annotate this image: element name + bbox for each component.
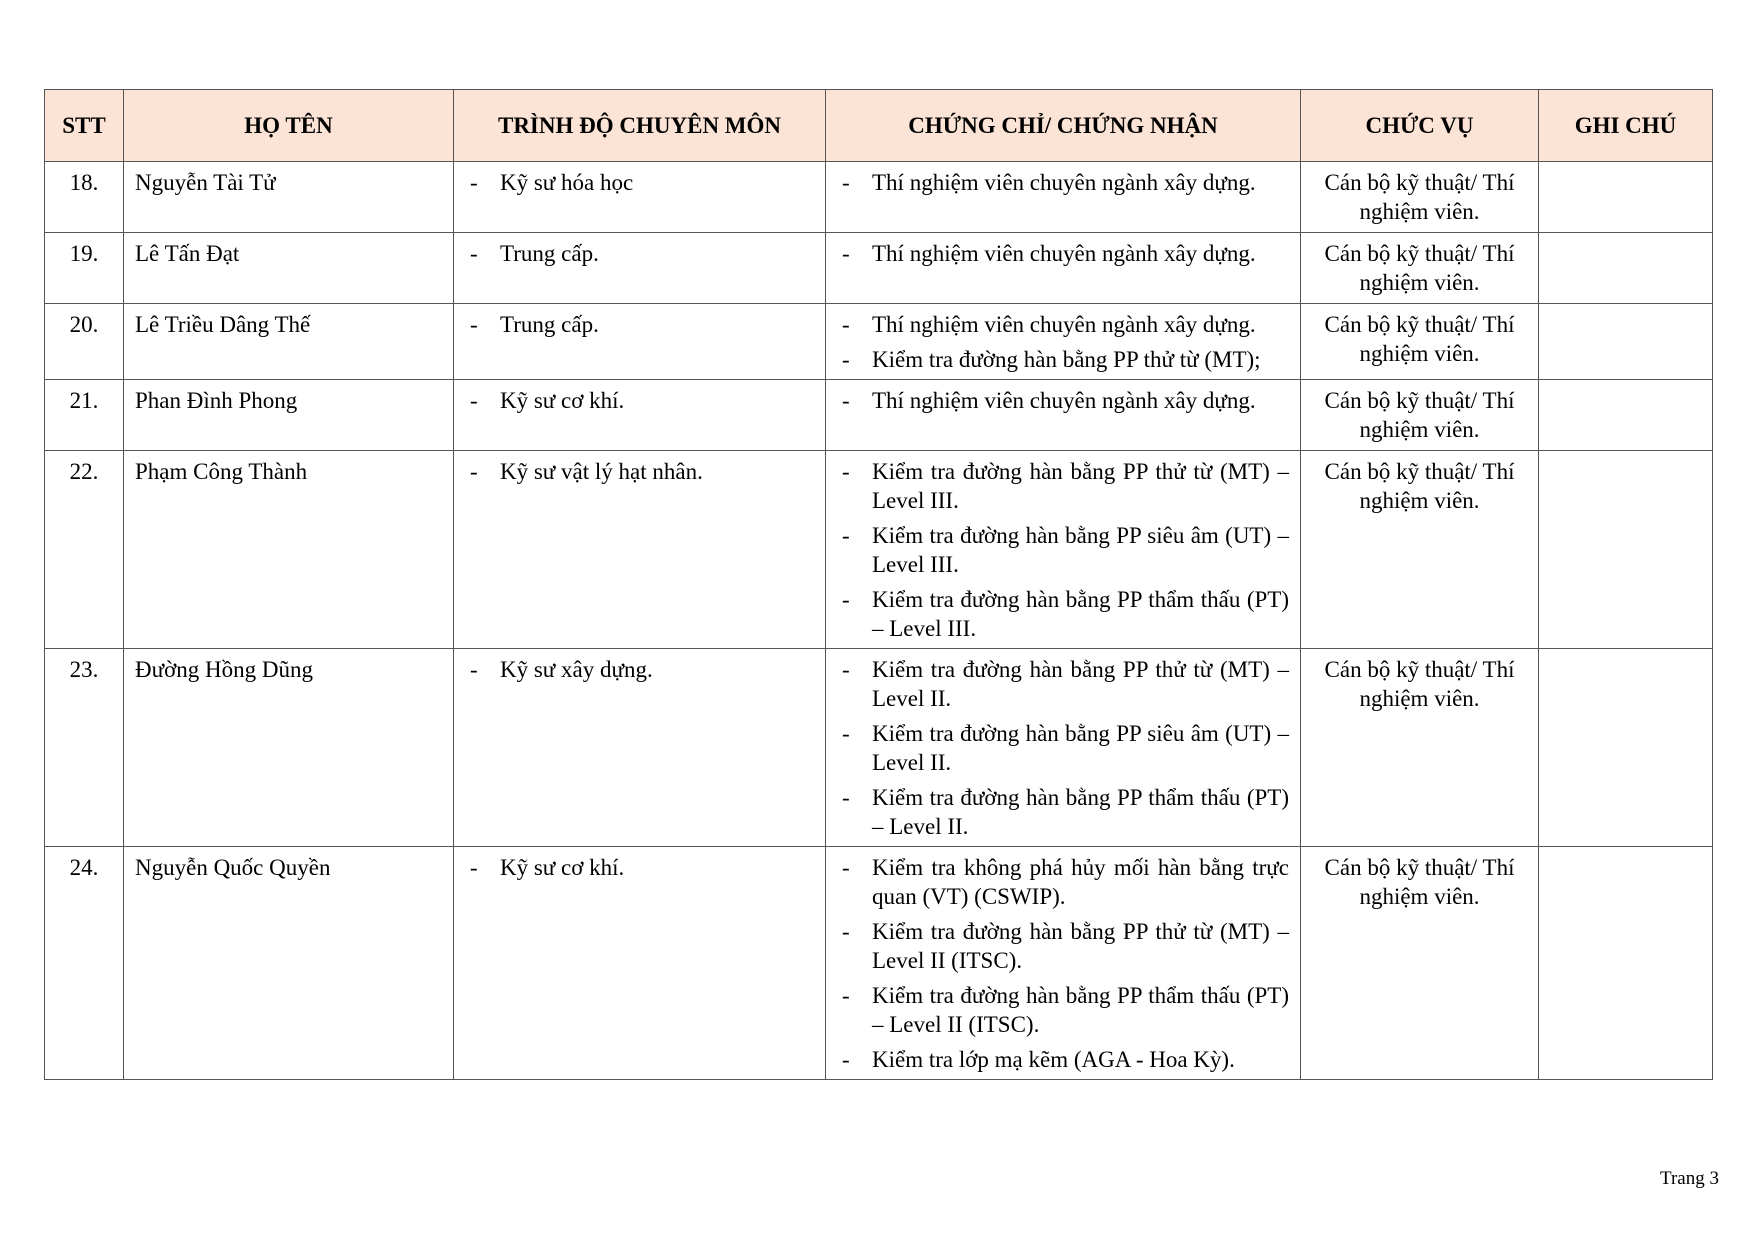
position-cell xyxy=(1301,233,1539,304)
row-number: 20. xyxy=(69,312,99,337)
certificate-list xyxy=(836,168,1289,197)
certificate-list xyxy=(836,386,1289,415)
qualification-item: - Kỹ sư xây dựng. xyxy=(464,655,815,684)
staff-name: Phạm Công Thành xyxy=(135,459,308,484)
qualification-cell xyxy=(454,451,826,649)
certificate-item: - Kiểm tra đường hàn bằng PP thử từ (MT) – Level II (ITSC). xyxy=(836,917,1289,975)
stt-cell xyxy=(45,304,124,380)
name-cell xyxy=(124,451,454,649)
staff-name: Lê Tấn Đạt xyxy=(135,241,240,266)
table-row xyxy=(45,304,1713,380)
certificate-item: - Thí nghiệm viên chuyên ngành xây dựng. xyxy=(836,239,1289,268)
note-cell xyxy=(1539,847,1713,1080)
row-number: 18. xyxy=(69,170,99,195)
name-cell xyxy=(124,847,454,1080)
qualification-list xyxy=(464,853,815,882)
certificate-item: - Thí nghiệm viên chuyên ngành xây dựng. xyxy=(836,168,1289,197)
row-number: 21. xyxy=(69,388,99,413)
staff-position: Cán bộ kỹ thuật/ Thí nghiệm viên. xyxy=(1324,388,1515,442)
position-cell xyxy=(1301,847,1539,1080)
qualification-cell xyxy=(454,649,826,847)
table-row xyxy=(45,380,1713,451)
certificates-cell xyxy=(826,162,1301,233)
stt-cell xyxy=(45,380,124,451)
name-cell xyxy=(124,649,454,847)
certificate-item: - Thí nghiệm viên chuyên ngành xây dựng. xyxy=(836,386,1289,415)
table-body xyxy=(45,162,1713,1080)
table-row xyxy=(45,451,1713,649)
note-cell xyxy=(1539,162,1713,233)
staff-name: Nguyễn Tài Tử xyxy=(135,170,276,195)
staff-position: Cán bộ kỹ thuật/ Thí nghiệm viên. xyxy=(1324,459,1515,513)
certificate-item: - Kiểm tra đường hàn bằng PP thẩm thấu (PT) – Level II (ITSC). xyxy=(836,981,1289,1039)
staff-table xyxy=(44,89,1713,1080)
row-number: 23. xyxy=(69,657,99,682)
certificate-item: - Kiểm tra đường hàn bằng PP siêu âm (UT) – Level II. xyxy=(836,719,1289,777)
header-qualification: TRÌNH ĐỘ CHUYÊN MÔN xyxy=(454,90,826,162)
certificates-cell xyxy=(826,847,1301,1080)
note-cell xyxy=(1539,451,1713,649)
qualification-item: - Kỹ sư cơ khí. xyxy=(464,386,815,415)
certificate-list xyxy=(836,853,1289,1074)
certificates-cell xyxy=(826,304,1301,380)
certificate-list xyxy=(836,655,1289,841)
stt-cell xyxy=(45,162,124,233)
certificate-item: - Kiểm tra đường hàn bằng PP siêu âm (UT) – Level III. xyxy=(836,521,1289,579)
position-cell xyxy=(1301,380,1539,451)
position-cell xyxy=(1301,162,1539,233)
header-full-name: HỌ TÊN xyxy=(124,90,454,162)
table-row xyxy=(45,233,1713,304)
staff-name: Phan Đình Phong xyxy=(135,388,298,413)
position-cell xyxy=(1301,649,1539,847)
staff-position: Cán bộ kỹ thuật/ Thí nghiệm viên. xyxy=(1324,657,1515,711)
certificate-list xyxy=(836,457,1289,643)
qualification-item: - Kỹ sư hóa học xyxy=(464,168,815,197)
name-cell xyxy=(124,304,454,380)
row-number: 22. xyxy=(69,459,99,484)
name-cell xyxy=(124,380,454,451)
qualification-item: - Kỹ sư vật lý hạt nhân. xyxy=(464,457,815,486)
header-position: CHỨC VỤ xyxy=(1301,90,1539,162)
position-cell xyxy=(1301,304,1539,380)
certificate-item: - Kiểm tra không phá hủy mối hàn bằng trực quan (VT) (CSWIP). xyxy=(836,853,1289,911)
qualification-cell xyxy=(454,380,826,451)
qualification-item: - Trung cấp. xyxy=(464,310,815,339)
name-cell xyxy=(124,233,454,304)
qualification-list xyxy=(464,655,815,684)
certificate-item: - Kiểm tra lớp mạ kẽm (AGA - Hoa Kỳ). xyxy=(836,1045,1289,1074)
qualification-cell xyxy=(454,233,826,304)
qualification-cell xyxy=(454,162,826,233)
qualification-cell xyxy=(454,304,826,380)
staff-name: Lê Triều Dâng Thế xyxy=(135,312,311,337)
staff-position: Cán bộ kỹ thuật/ Thí nghiệm viên. xyxy=(1324,312,1515,366)
stt-cell xyxy=(45,233,124,304)
table-header-row xyxy=(45,90,1713,162)
certificate-item: - Kiểm tra đường hàn bằng PP thử từ (MT) – Level II. xyxy=(836,655,1289,713)
qualification-list xyxy=(464,457,815,486)
qualification-item: - Trung cấp. xyxy=(464,239,815,268)
qualification-cell xyxy=(454,847,826,1080)
table-row xyxy=(45,162,1713,233)
header-stt: STT xyxy=(45,90,124,162)
staff-name: Đường Hồng Dũng xyxy=(135,657,313,682)
header-certificates: CHỨNG CHỈ/ CHỨNG NHẬN xyxy=(826,90,1301,162)
note-cell xyxy=(1539,380,1713,451)
header-note: GHI CHÚ xyxy=(1539,90,1713,162)
staff-position: Cán bộ kỹ thuật/ Thí nghiệm viên. xyxy=(1324,855,1515,909)
certificate-item: - Kiểm tra đường hàn bằng PP thử từ (MT); xyxy=(836,345,1289,374)
staff-position: Cán bộ kỹ thuật/ Thí nghiệm viên. xyxy=(1324,241,1515,295)
certificate-list xyxy=(836,310,1289,374)
certificate-item: - Kiểm tra đường hàn bằng PP thẩm thấu (PT) – Level II. xyxy=(836,783,1289,841)
name-cell xyxy=(124,162,454,233)
position-cell xyxy=(1301,451,1539,649)
qualification-list xyxy=(464,168,815,197)
certificate-item: - Thí nghiệm viên chuyên ngành xây dựng. xyxy=(836,310,1289,339)
certificates-cell xyxy=(826,380,1301,451)
certificates-cell xyxy=(826,649,1301,847)
qualification-list xyxy=(464,310,815,339)
row-number: 24. xyxy=(69,855,99,880)
stt-cell xyxy=(45,847,124,1080)
note-cell xyxy=(1539,233,1713,304)
qualification-list xyxy=(464,239,815,268)
staff-name: Nguyễn Quốc Quyền xyxy=(135,855,331,880)
page-number: Trang 3 xyxy=(1660,1168,1719,1189)
stt-cell xyxy=(45,451,124,649)
qualification-list xyxy=(464,386,815,415)
certificate-item: - Kiểm tra đường hàn bằng PP thử từ (MT) – Level III. xyxy=(836,457,1289,515)
table-row xyxy=(45,847,1713,1080)
staff-position: Cán bộ kỹ thuật/ Thí nghiệm viên. xyxy=(1324,170,1515,224)
qualification-item: - Kỹ sư cơ khí. xyxy=(464,853,815,882)
stt-cell xyxy=(45,649,124,847)
certificates-cell xyxy=(826,451,1301,649)
certificate-item: - Kiểm tra đường hàn bằng PP thẩm thấu (PT) – Level III. xyxy=(836,585,1289,643)
certificates-cell xyxy=(826,233,1301,304)
certificate-list xyxy=(836,239,1289,268)
note-cell xyxy=(1539,649,1713,847)
note-cell xyxy=(1539,304,1713,380)
table-row xyxy=(45,649,1713,847)
row-number: 19. xyxy=(69,241,99,266)
